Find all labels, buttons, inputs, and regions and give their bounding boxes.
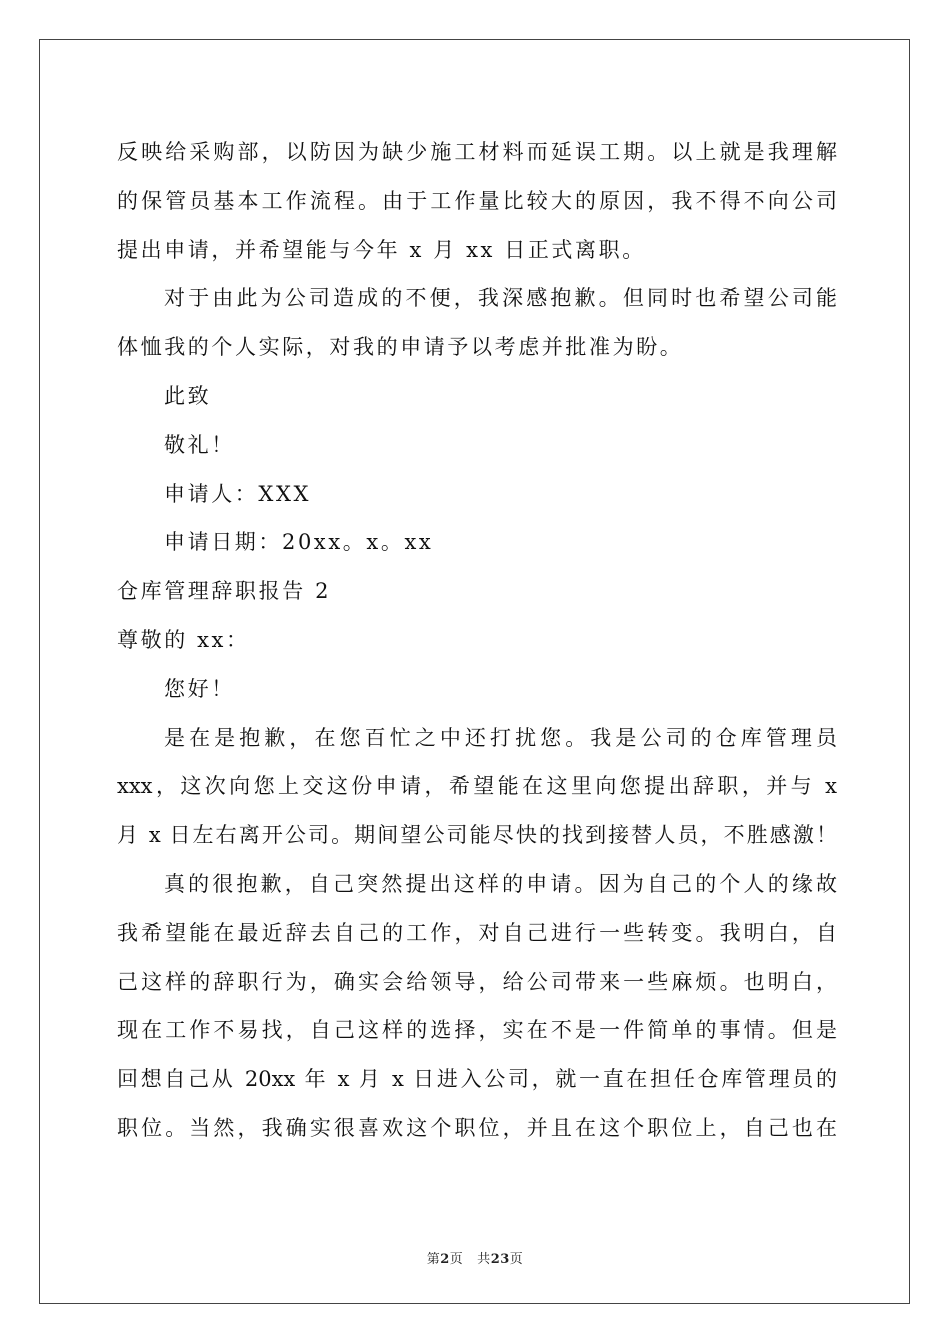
- text-line: 职位。当然，我确实很喜欢这个职位，并且在这个职位上，自己也在: [117, 1115, 837, 1140]
- page-footer: [0, 1248, 950, 1267]
- text-line: xxx，这次向您上交这份申请，希望能在这里向您提出辞职，并与 x: [117, 774, 837, 799]
- footer-prefix: 第: [426, 1252, 441, 1267]
- text-line: 对于由此为公司造成的不便，我深感抱歉。但同时也希望公司能: [164, 286, 837, 311]
- text-line: 敬礼！: [164, 432, 235, 457]
- text-line: 真的很抱歉，自己突然提出这样的申请。因为自己的个人的缘故: [164, 871, 837, 896]
- text-line: 您好！: [164, 676, 235, 701]
- text-line: 月 x 日左右离开公司。期间望公司能尽快的找到接替人员，不胜感激！: [117, 823, 837, 848]
- footer-page-number: 2: [440, 1252, 450, 1267]
- text-line: 仓库管理辞职报告 2: [117, 579, 332, 604]
- text-line: 体恤我的个人实际，对我的申请予以考虑并批准为盼。: [117, 335, 684, 360]
- footer-page-suffix: 页: [449, 1252, 464, 1267]
- text-line: 反映给采购部，以防因为缺少施工材料而延误工期。以上就是我理解: [117, 140, 837, 164]
- text-line: 申请人：XXX: [164, 481, 312, 506]
- document-body: [117, 128, 837, 1153]
- text-line: 我希望能在最近辞去自己的工作，对自己进行一些转变。我明白，自: [117, 920, 837, 945]
- text-line: 提出申请，并希望能与今年 x 月 xx 日正式离职。: [117, 237, 646, 262]
- text-line: 申请日期：20xx。x。xx: [164, 530, 434, 555]
- footer-total-suffix: 页: [509, 1252, 524, 1267]
- text-line: 现在工作不易找，自己这样的选择，实在不是一件简单的事情。但是: [117, 1018, 837, 1043]
- footer-total-prefix: 共: [477, 1252, 491, 1267]
- text-line: 尊敬的 xx：: [117, 627, 250, 652]
- text-line: 此致: [164, 383, 212, 408]
- text-line: 是在是抱歉，在您百忙之中还打扰您。我是公司的仓库管理员: [164, 725, 837, 750]
- text-line: 的保管员基本工作流程。由于工作量比较大的原因，我不得不向公司: [117, 188, 837, 213]
- text-line: 回想自己从 20xx 年 x 月 x 日进入公司，就一直在担任仓库管理员的: [117, 1067, 837, 1092]
- text-line: 己这样的辞职行为，确实会给领导，给公司带来一些麻烦。也明白，: [117, 969, 837, 994]
- footer-total-pages: 23: [490, 1252, 510, 1267]
